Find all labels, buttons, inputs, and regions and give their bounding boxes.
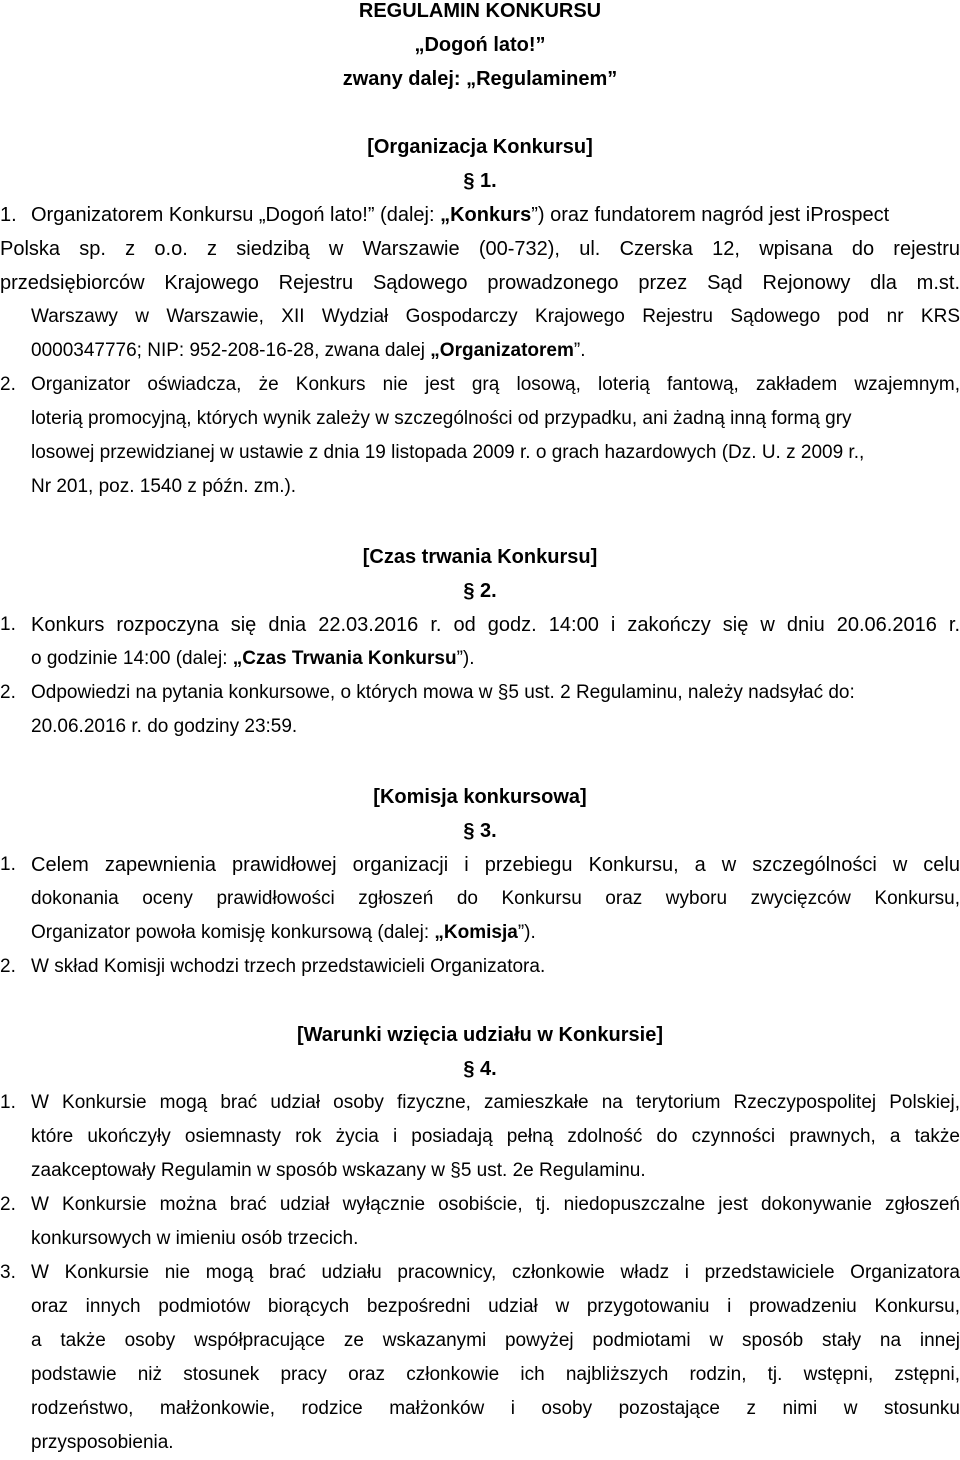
s4-item3-line2: oraz innych podmiotów biorących bezpośredni udział w przygotowaniu i prowadzeniu Konkursu, — [31, 1296, 960, 1317]
s2-item2-number: 2. — [0, 682, 16, 703]
s4-item1-line3: zaakceptowały Regulamin w sposób wskazany w §5 ust. 2e Regulaminu. — [31, 1160, 646, 1181]
paragraph-3-number: § 3. — [463, 820, 497, 842]
s1-item1-number: 1. — [0, 204, 17, 226]
contest-name: „Dogoń lato!” — [414, 34, 546, 56]
s4-item2-number: 2. — [0, 1194, 16, 1215]
s2-item2-line2: 20.06.2016 r. do godziny 23:59. — [31, 716, 298, 737]
s4-item2-line2: konkursowych w imieniu osób trzecich. — [31, 1228, 359, 1249]
s2-item1-number: 1. — [0, 614, 16, 635]
section-heading-warunki: [Warunki wzięcia udziału w Konkursie] — [297, 1024, 663, 1046]
s3-item1-line3: Organizator powoła komisję konkursową (dalej: „Komisja”). — [31, 922, 536, 943]
section-heading-komisja: [Komisja konkursowa] — [373, 786, 587, 808]
s4-item3-line5: rodzeństwo, małżonkowie, rodzice małżonków i osoby pozostające z nimi w stosunku — [31, 1398, 960, 1419]
s2-item1-line1: Konkurs rozpoczyna się dnia 22.03.2016 r. od godz. 14:00 i zakończy się w dniu 20.06.2016 r. — [31, 614, 960, 636]
s3-item1-line1: Celem zapewnienia prawidłowej organizacji i przebiegu Konkursu, a w szczególności w celu — [31, 854, 960, 876]
s1-item1-line2: Polska sp. z o.o. z siedzibą w Warszawie (00-732), ul. Czerska 12, wpisana do rejestru — [0, 238, 960, 260]
paragraph-1-number: § 1. — [463, 170, 497, 192]
section-heading-czas: [Czas trwania Konkursu] — [362, 546, 598, 568]
s1-item1-line1: 1. Organizatorem Konkursu „Dogoń lato!” (dalej: „Konkurs”) oraz fundatorem nagród jest iProspect — [0, 198, 960, 232]
s4-item2-line1: W Konkursie można brać udział wyłącznie osobiście, tj. niedopuszczalne jest dokonywanie zgłoszeń — [31, 1194, 960, 1215]
s1-item2-line3: losowej przewidzianej w ustawie z dnia 19 listopada 2009 r. o grach hazardowych (Dz. U. z 2009 r., — [31, 442, 865, 463]
document-title: REGULAMIN KONKURSU — [358, 0, 602, 22]
s4-item3-line1: W Konkursie nie mogą brać udziału pracownicy, członkowie władz i przedstawiciele Organizatora — [31, 1262, 960, 1283]
s3-item2-line1: 2. W skład Komisji wchodzi trzech przedstawicieli Organizatora. — [0, 950, 960, 984]
s1-item1-line3: przedsiębiorców Krajowego Rejestru Sądowego prowadzonego przez Sąd Rejonowy dla m.st. — [0, 272, 960, 294]
s4-item3-line4: podstawie niż stosunek pracy oraz członkowie ich najbliższych rodzin, tj. wstępni, zstępni, — [31, 1364, 960, 1385]
s1-item2-line1-text: Organizator oświadcza, że Konkurs nie jest grą losową, loterią fantową, zakładem wzajemnym, — [31, 374, 960, 395]
s4-item3-line6: przysposobienia. — [31, 1432, 174, 1453]
s3-item1-number: 1. — [0, 854, 16, 875]
s4-item1-line2: które ukończyły osiemnasty rok życia i posiadają pełną zdolność do czynności prawnych, a także — [31, 1126, 960, 1147]
s4-item3-number: 3. — [0, 1262, 16, 1283]
s4-item1-line1: W Konkursie mogą brać udział osoby fizyczne, zamieszkałe na terytorium Rzeczypospolitej Polskiej, — [31, 1092, 960, 1113]
paragraph-2-number: § 2. — [463, 580, 497, 602]
s2-item1-line2: o godzinie 14:00 (dalej: „Czas Trwania Konkursu”). — [31, 648, 475, 669]
s4-item3-line3: a także osoby współpracujące ze wskazanymi powyżej podmiotami w sposób stały na innej — [31, 1330, 960, 1351]
s1-item2-line4: Nr 201, poz. 1540 z późn. zm.). — [31, 476, 297, 497]
s4-item1-number: 1. — [0, 1092, 16, 1113]
s1-item2-line2: loterią promocyjną, których wynik zależy w szczególności od przypadku, ani żadną inną formą gry — [31, 408, 852, 429]
s1-item1-line4: Warszawy w Warszawie, XII Wydział Gospodarczy Krajowego Rejestru Sądowego pod nr KRS — [31, 306, 960, 327]
s3-item1-line2: dokonania oceny prawidłowości zgłoszeń do Konkursu oraz wyboru zwycięzców Konkursu, — [31, 888, 960, 909]
s1-item2-number: 2. — [0, 374, 16, 395]
section-heading-organizacja: [Organizacja Konkursu] — [367, 136, 593, 158]
s2-item2-line1: 2. Odpowiedzi na pytania konkursowe, o których mowa w §5 ust. 2 Regulaminu, należy nadsyłać do: — [0, 676, 960, 710]
s1-item1-line5: 0000347776; NIP: 952-208-16-28, zwana dalej „Organizatorem”. — [31, 340, 586, 361]
called-line: zwany dalej: „Regulaminem” — [342, 68, 618, 90]
paragraph-4-number: § 4. — [463, 1058, 497, 1080]
s3-item2-number: 2. — [0, 956, 16, 977]
